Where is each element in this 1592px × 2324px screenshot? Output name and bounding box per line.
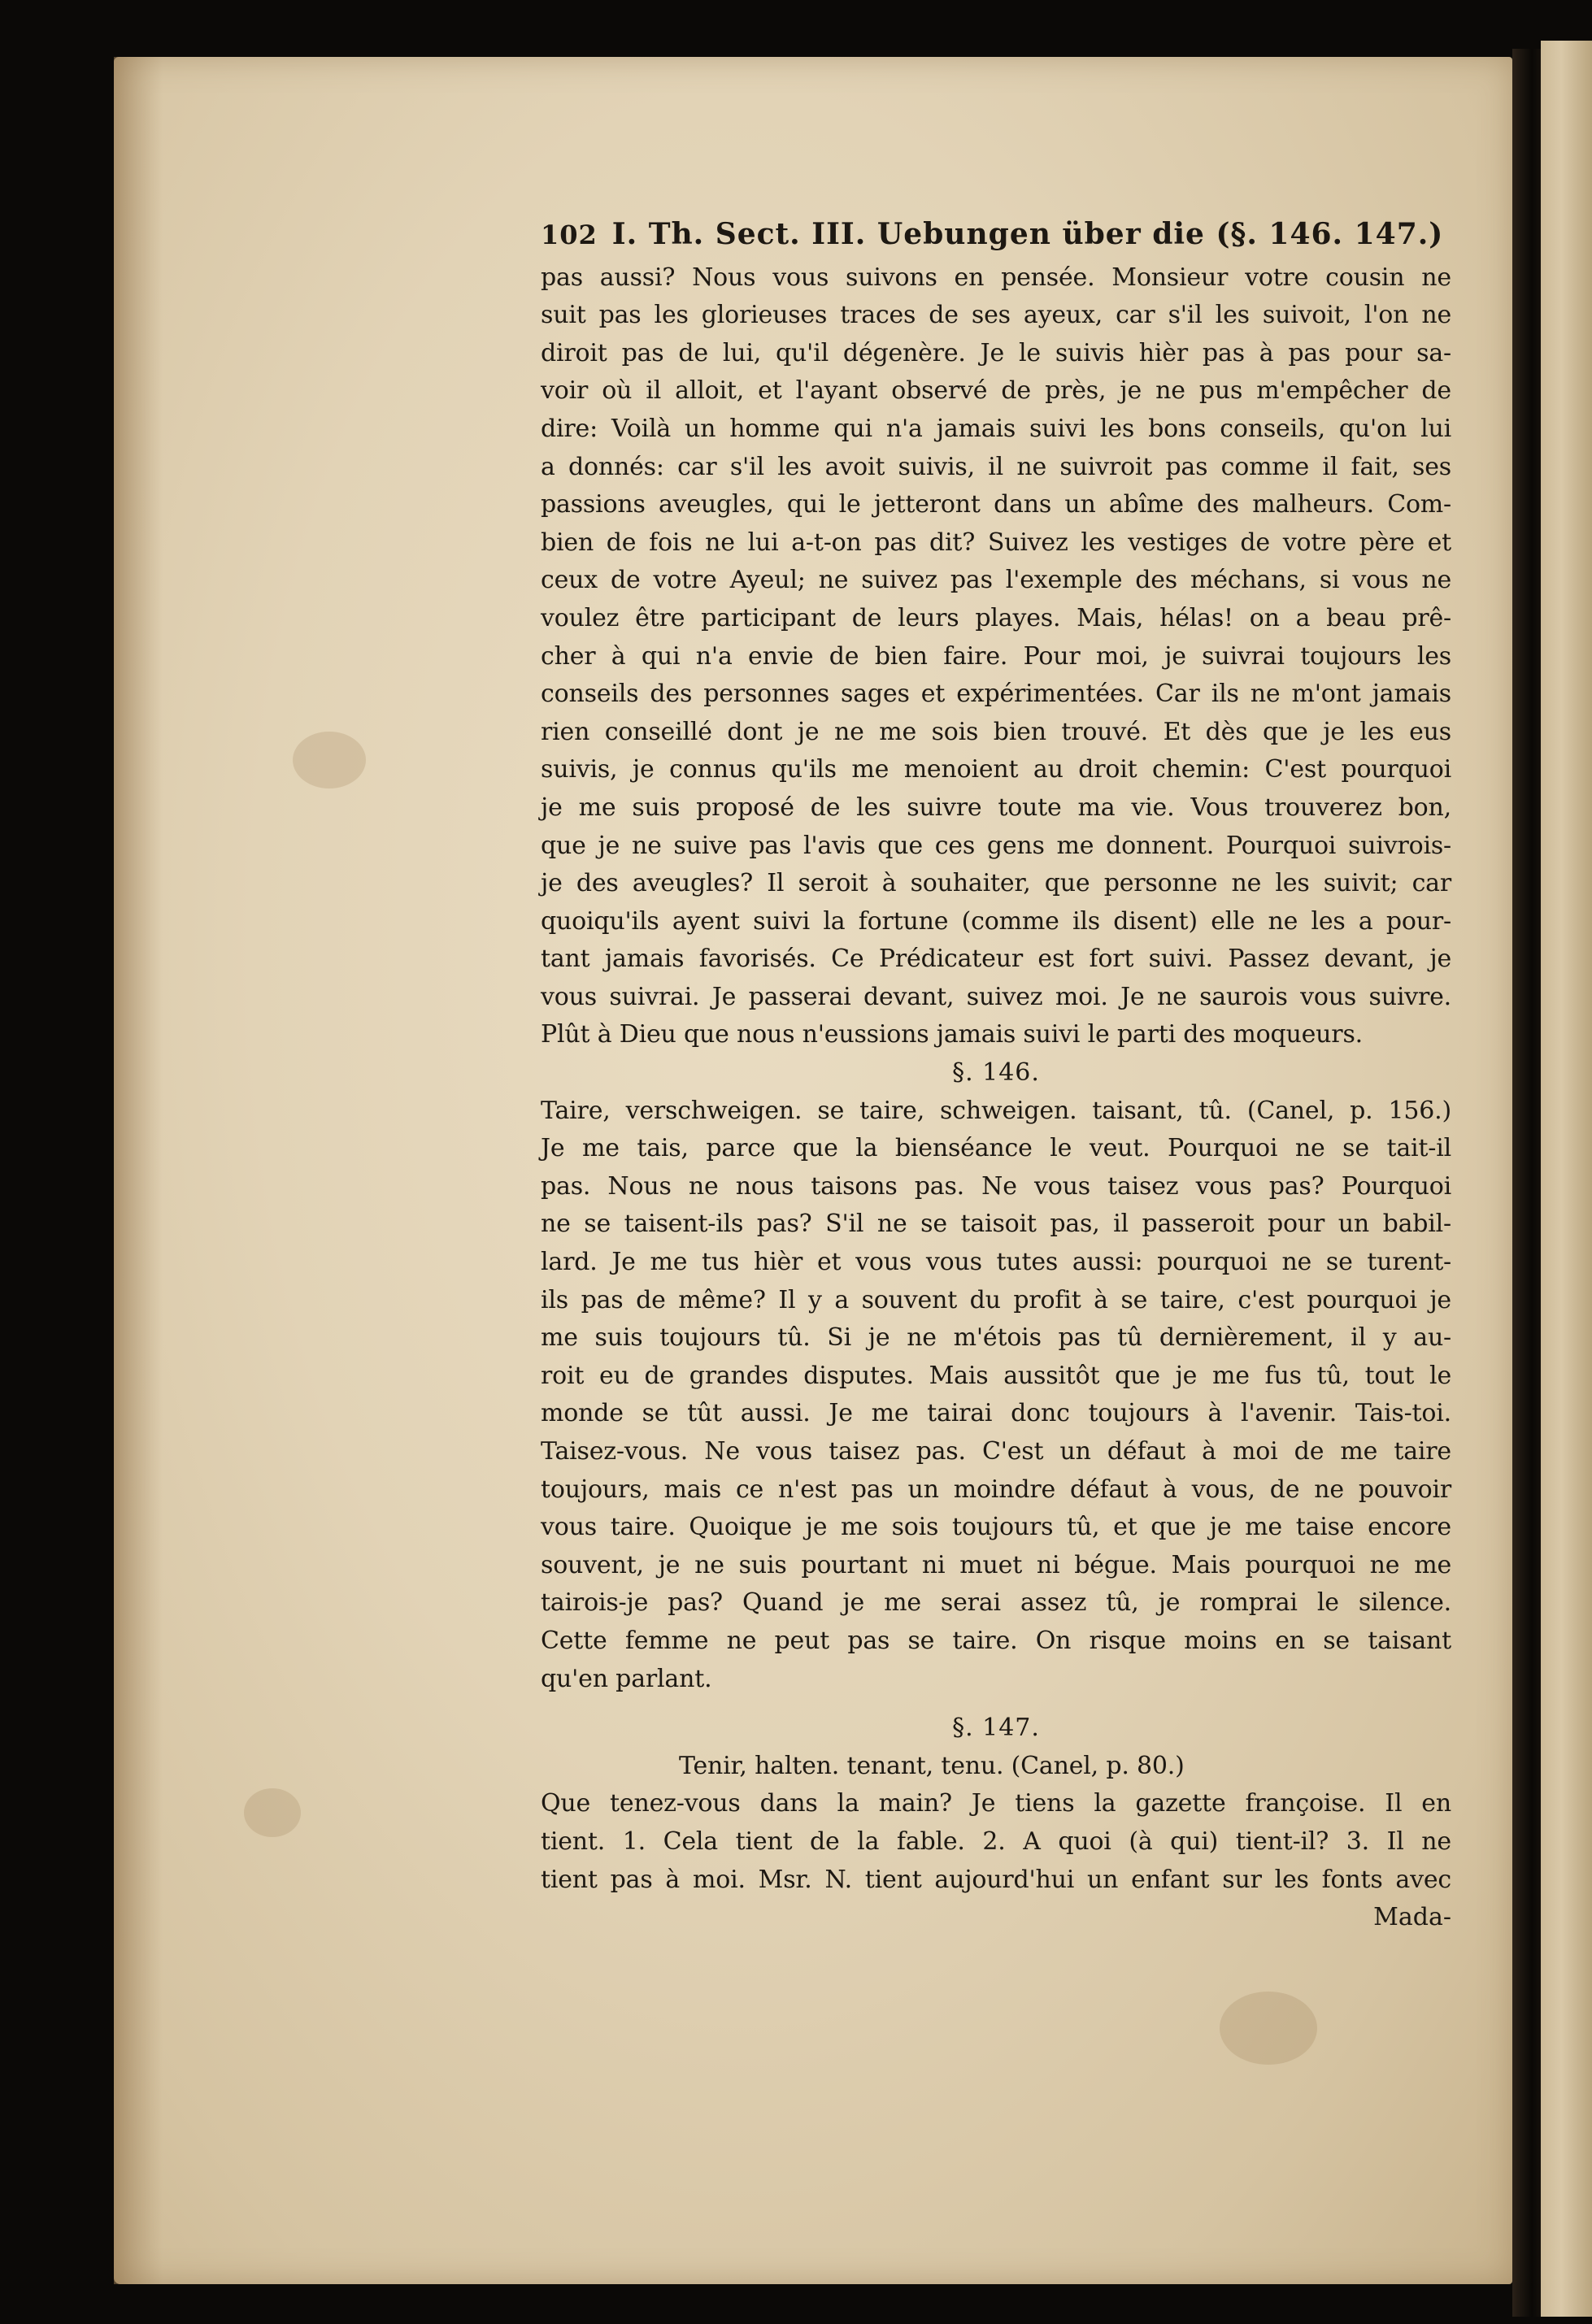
text-block [541, 215, 1451, 1937]
text-line: tient. 1. Cela tient de la fable. 2. A quoi (à qui) tient-il? 3. Il ne [541, 1827, 1451, 1856]
text-line: rien conseillé dont je ne me sois bien trouvé. Et dès que je les eus [541, 717, 1451, 746]
page-number: 102 [541, 219, 598, 250]
text-line: toujours, mais ce n'est pas un moindre défaut à vous, de ne pouvoir [541, 1475, 1451, 1504]
section-146-heading: §. 146. [952, 1058, 1040, 1088]
text-line: que je ne suive pas l'avis que ces gens me donnent. Pourquoi suivrois- [541, 831, 1451, 860]
text-line: quoiqu'ils ayent suivi la fortune (comme ils disent) elle ne les a pour- [541, 906, 1451, 936]
text-line: je des aveugles? Il seroit à souhaiter, que personne ne les suivit; car [541, 869, 1451, 898]
text-line: vous suivrai. Je passerai devant, suivez moi. Je ne saurois vous suivre. [541, 982, 1451, 1011]
text-line: Que tenez-vous dans la main? Je tiens la gazette françoise. Il en [541, 1789, 1451, 1818]
text-line: roit eu de grandes disputes. Mais aussitôt que je me fus tû, tout le [541, 1361, 1451, 1390]
text-line: voir où il alloit, et l'ayant observé de près, je ne pus m'empêcher de [541, 376, 1451, 406]
text-line: pas. Nous ne nous taisons pas. Ne vous taisez vous pas? Pourquoi [541, 1171, 1451, 1201]
text-line: tant jamais favorisés. Ce Prédicateur est fort suivi. Passez devant, je [541, 945, 1451, 974]
text-line: pas aussi? Nous vous suivons en pensée. Monsieur votre cousin ne [541, 263, 1451, 292]
section-146-body [541, 1092, 1451, 1699]
text-line: tairois-je pas? Quand je me serai assez tû, je romprai le silence. [541, 1588, 1451, 1618]
facing-page-edge [1541, 41, 1592, 2317]
running-header [541, 215, 1451, 254]
text-line: suit pas les glorieuses traces de ses ayeux, car s'il les suivoit, l'on ne [541, 301, 1451, 330]
section-147-body [541, 1748, 1451, 1899]
text-line: diroit pas de lui, qu'il dégenère. Je le suivis hièr pas à pas pour sa- [541, 338, 1451, 367]
text-line: Plût à Dieu que nous n'eussions jamais suivi le parti des moqueurs. [541, 1020, 1363, 1049]
foxing-spot [244, 1788, 301, 1837]
text-line: monde se tût aussi. Je me tairai donc toujours à l'avenir. Tais-toi. [541, 1399, 1451, 1428]
text-line: conseils des personnes sages et expérimentées. Car ils ne m'ont jamais [541, 680, 1451, 709]
text-line: je me suis proposé de les suivre toute ma vie. Vous trouverez bon, [541, 793, 1451, 822]
text-line: tient pas à moi. Msr. N. tient aujourd'hui un enfant sur les fonts avec [541, 1865, 1451, 1894]
text-line: cher à qui n'a envie de bien faire. Pour moi, je suivrai toujours les [541, 641, 1451, 671]
catchword: Mada- [1373, 1903, 1451, 1932]
text-line: lard. Je me tus hièr et vous vous tutes aussi: pourquoi ne se turent- [541, 1248, 1451, 1277]
text-line: Taisez-vous. Ne vous taisez pas. C'est un défaut à moi de me taire [541, 1437, 1451, 1466]
page-edge-shadow [114, 57, 163, 2284]
book-gutter [1512, 49, 1545, 2317]
text-line: passions aveugles, qui le jetteront dans un abîme des malheurs. Com- [541, 490, 1451, 519]
foxing-spot [293, 732, 366, 788]
text-line: voulez être participant de leurs playes. Mais, hélas! on a beau prê- [541, 603, 1451, 632]
text-line: Je me tais, parce que la bienséance le veut. Pourquoi ne se tait-il [541, 1134, 1451, 1163]
text-line: ceux de votre Ayeul; ne suivez pas l'exemple des méchans, si vous ne [541, 566, 1451, 595]
foxing-spot [1220, 1992, 1317, 2065]
text-line: a donnés: car s'il les avoit suivis, il ne suivroit pas comme il fait, ses [541, 452, 1451, 481]
text-line: dire: Voilà un homme qui n'a jamais suivi les bons conseils, qu'on lui [541, 414, 1451, 443]
section-145-continuation [541, 259, 1451, 1054]
section-147-heading: §. 147. [952, 1714, 1040, 1743]
running-head: I. Th. Sect. III. Uebungen über die (§. 146. 147.) [611, 217, 1444, 251]
text-line: Cette femme ne peut pas se taire. On risque moins en se taisant [541, 1626, 1451, 1655]
text-line: vous taire. Quoique je me sois toujours tû, et que je me taise encore [541, 1513, 1451, 1542]
text-line: souvent, je ne suis pourtant ni muet ni bégue. Mais pourquoi ne me [541, 1550, 1451, 1579]
text-line: ils pas de même? Il y a souvent du profit à se taire, c'est pourquoi je [541, 1285, 1451, 1314]
text-line: Taire, verschweigen. se taire, schweigen. taisant, tû. (Canel, p. 156.) [541, 1096, 1451, 1125]
text-line: Tenir, halten. tenant, tenu. (Canel, p. 80.) [679, 1751, 1185, 1780]
text-line: me suis toujours tû. Si je ne m'étois pas tû dernièrement, il y au- [541, 1323, 1451, 1353]
text-line: suivis, je connus qu'ils me menoient au droit chemin: C'est pourquoi [541, 755, 1451, 784]
text-line: ne se taisent-ils pas? S'il ne se taisoit pas, il passeroit pour un babil- [541, 1210, 1451, 1239]
text-line: qu'en parlant. [541, 1664, 712, 1693]
text-line: bien de fois ne lui a-t-on pas dit? Suivez les vestiges de votre père et [541, 528, 1451, 557]
